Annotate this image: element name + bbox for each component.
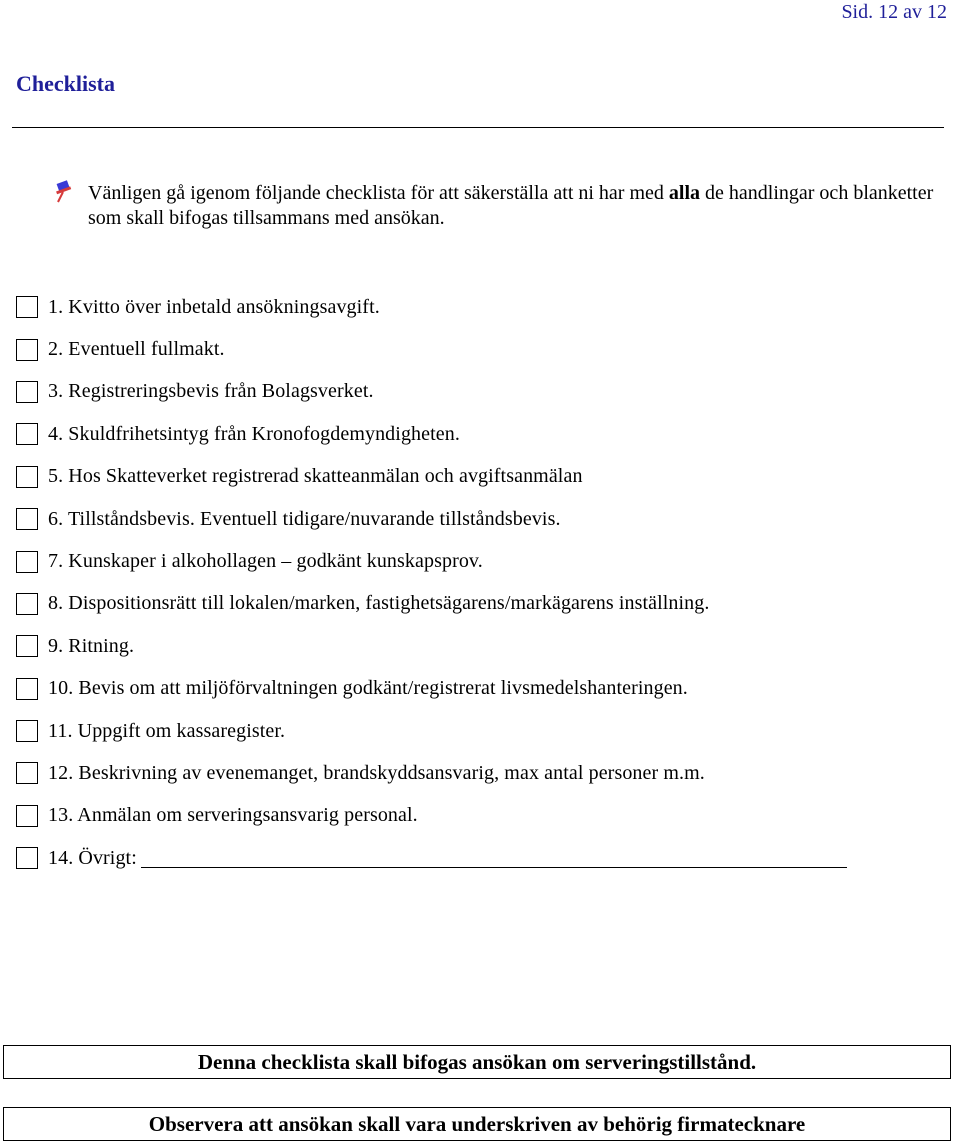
page-title: Checklista (16, 71, 115, 96)
checklist-item-label: 10. Bevis om att miljöförvaltningen godkänt/registrerat livsmedelshanteringen. (48, 677, 688, 700)
checkbox[interactable] (16, 847, 38, 869)
checklist-item (16, 710, 847, 752)
title-divider (12, 127, 944, 128)
checkbox[interactable] (16, 593, 38, 615)
checklist-item (16, 752, 847, 794)
checklist-item (16, 456, 847, 498)
checklist-item (16, 668, 847, 710)
checklist-item-label: 4. Skuldfrihetsintyg från Kronofogdemyndigheten. (48, 422, 460, 445)
intro-text-start: Vänligen gå igenom följande checklista för att säkerställa att ni har med (88, 182, 669, 204)
checklist-item (16, 795, 847, 837)
intro-text-bold: alla (668, 182, 701, 204)
checklist-item (16, 625, 847, 667)
checkbox[interactable] (16, 508, 38, 530)
checklist-item (16, 583, 847, 625)
checklist-item-label: 8. Dispositionsrätt till lokalen/marken, fastighetsägarens/markägarens inställning. (48, 592, 710, 615)
page-number: Sid. 12 av 12 (841, 1, 947, 23)
checklist-item-label: 3. Registreringsbevis från Bolagsverket. (48, 380, 374, 403)
attachment-notice: Denna checklista skall bifogas ansökan om serveringstillstånd. (3, 1045, 951, 1079)
checkbox[interactable] (16, 296, 38, 318)
checklist-item (16, 328, 847, 370)
checklist-item (16, 540, 847, 582)
signature-notice: Observera att ansökan skall vara underskriven av behörig firmatecknare (3, 1107, 951, 1141)
checklist-item (16, 498, 847, 540)
checklist-item-label: 5. Hos Skatteverket registrerad skatteanmälan och avgiftsanmälan (48, 465, 583, 488)
checklist (16, 286, 847, 879)
checklist-item-label: 2. Eventuell fullmakt. (48, 338, 225, 361)
checklist-item (16, 413, 847, 455)
checklist-item-label: 6. Tillståndsbevis. Eventuell tidigare/nuvarande tillståndsbevis. (48, 507, 561, 530)
intro-text-end: de handlingar och blanketter som skall bifogas tillsammans med ansökan. (88, 182, 934, 229)
pushpin-icon (52, 180, 76, 204)
checklist-item-label: 11. Uppgift om kassaregister. (48, 719, 286, 742)
checkbox[interactable] (16, 635, 38, 657)
checkbox[interactable] (16, 720, 38, 742)
checklist-item-label: 1. Kvitto över inbetald ansökningsavgift. (48, 295, 380, 318)
checkbox[interactable] (16, 805, 38, 827)
checklist-item-label: 12. Beskrivning av evenemanget, brandskyddsansvarig, max antal personer m.m. (48, 761, 705, 784)
checkbox[interactable] (16, 381, 38, 403)
checkbox[interactable] (16, 466, 38, 488)
checklist-item-label: 13. Anmälan om serveringsansvarig personal. (48, 804, 418, 827)
checklist-item-label: 7. Kunskaper i alkohollagen – godkänt kunskapsprov. (48, 550, 483, 573)
checklist-item-label: 9. Ritning. (48, 634, 135, 657)
checkbox[interactable] (16, 762, 38, 784)
checkbox[interactable] (16, 551, 38, 573)
other-fill-in-line[interactable] (141, 849, 847, 868)
checklist-item (16, 371, 847, 413)
checkbox[interactable] (16, 339, 38, 361)
intro-text (88, 181, 938, 231)
checklist-item-other (16, 837, 847, 879)
checkbox[interactable] (16, 678, 38, 700)
checklist-item-label: 14. Övrigt: (48, 846, 137, 869)
checkbox[interactable] (16, 423, 38, 445)
checklist-item (16, 286, 847, 328)
